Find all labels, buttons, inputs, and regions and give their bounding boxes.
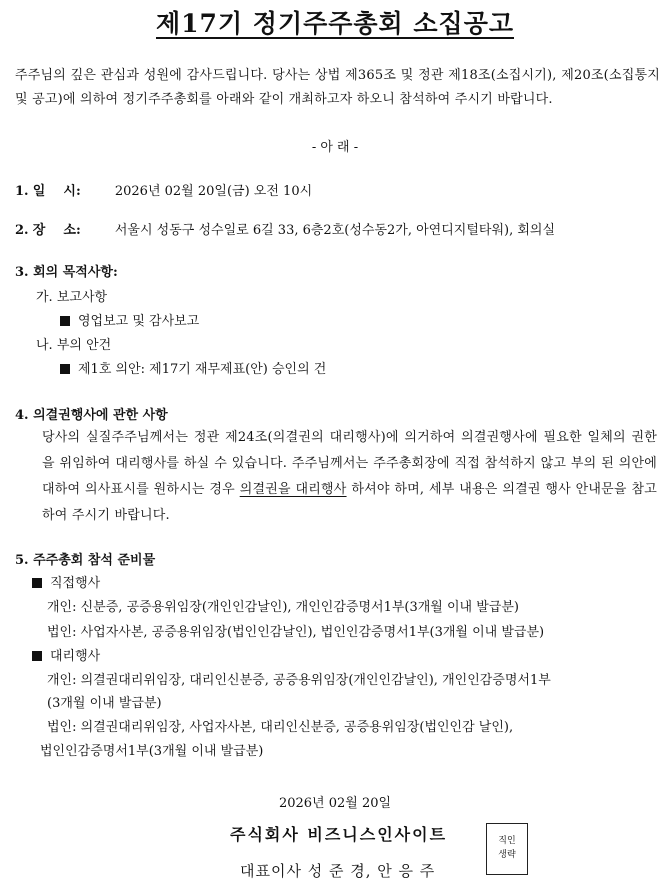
square-bullet-icon (60, 364, 70, 374)
resolution-item-text: 제1호 의안: 제17기 재무제표(안) 승인의 건 (78, 362, 327, 377)
company-name: 주식회사 비즈니스인사이트 (230, 825, 448, 844)
report-item-text: 영업보고 및 감사보고 (78, 314, 200, 329)
report-heading: 가. 보고사항 (36, 290, 108, 305)
resolution-heading: 나. 부의 안건 (36, 338, 112, 353)
proxy-text-part: 하셔야 하며, 세부 내용은 의결권 행사 안내문을 참고하여 주시기 바랍니다. (42, 482, 657, 523)
proxy-underlined-text: 의결권을 대리행사 (239, 482, 347, 497)
square-bullet-icon (60, 316, 70, 326)
proxy-individual-line2: (3개월 이내 발급분) (47, 696, 162, 711)
direct-heading-text: 직접행사 (50, 576, 101, 591)
item-label: 일 시: (32, 184, 81, 199)
resolution-item (60, 358, 326, 377)
proxy-paragraph (42, 425, 657, 529)
page-title: 제17기 정기주주총회 소집공고 (156, 9, 514, 38)
seal-text: 생략 (498, 850, 516, 860)
direct-individual: 개인: 신분증, 공증용위임장(개인인감날인), 개인인감증명서1부(3개월 이내 발급분) (47, 600, 519, 615)
proxy-prep-heading (32, 645, 100, 664)
meeting-place-value: 서울시 성동구 성수일로 6길 33, 6층2호(성수동2가, 아연디지털타워), 회의실 (114, 223, 556, 238)
notice-date: 2026년 02월 20일 (278, 796, 392, 811)
proxy-individual-line1: 개인: 의결권대리위임장, 대리인신분증, 공증용위임장(개인인감날인), 개인인감증명서1부 (47, 673, 551, 688)
proxy-prep-heading-text: 대리행사 (50, 649, 101, 664)
prep-heading: 5. 주주총회 참석 준비물 (15, 553, 156, 568)
agenda-heading: 3. 회의 목적사항: (15, 265, 118, 280)
meeting-place-item (15, 219, 555, 238)
direct-corporate: 법인: 사업자사본, 공증용위임장(법인인감날인), 법인인감증명서1부(3개월 이내 발급분) (47, 625, 545, 640)
proxy-corporate-line1: 법인: 의결권대리위임장, 사업자사본, 대리인신분증, 공증용위임장(법인인감 날인), (47, 720, 514, 735)
item-label: 장 소: (32, 223, 81, 238)
proxy-heading: 4. 의결권행사에 관한 사항 (15, 408, 168, 423)
item-number: 2. (15, 223, 29, 238)
item-number: 1. (15, 184, 29, 199)
seal-text: 직인 (498, 836, 516, 846)
direct-heading (32, 572, 100, 591)
square-bullet-icon (32, 578, 42, 588)
proxy-text-part: 당사의 실질주주님께서는 정관 제24조(의결권의 대리행사)에 의거하여 의결권행사에 필요한 일체의 권한을 위임하여 대리행사를 하실 수 있습니다. 주주님께서는 주주총회장에 직접 참석하지 않고 부의 된 의안에 대하여 의사표시를 원하시는 경우 (42, 430, 657, 497)
meeting-date-value: 2026년 02월 20일(금) 오전 10시 (114, 184, 313, 199)
proxy-corporate-line2: 법인인감증명서1부(3개월 이내 발급분) (40, 744, 264, 759)
square-bullet-icon (32, 651, 42, 661)
intro-paragraph: 주주님의 깊은 관심과 성원에 감사드립니다. 당사는 상법 제365조 및 정관 제18조(소집시기), 제20조(소집통지 및 공고)에 의하여 정기주주총회를 아래와 같이 개최하고자 하오니 참석하여 주시기 바랍니다. (15, 68, 660, 107)
seal-box (486, 823, 528, 875)
report-item (60, 310, 199, 329)
meeting-date-item (15, 180, 312, 199)
ceo-names: 대표이사 성 준 경, 안 응 주 (240, 862, 436, 880)
section-divider-note: - 아 래 - (311, 140, 359, 155)
